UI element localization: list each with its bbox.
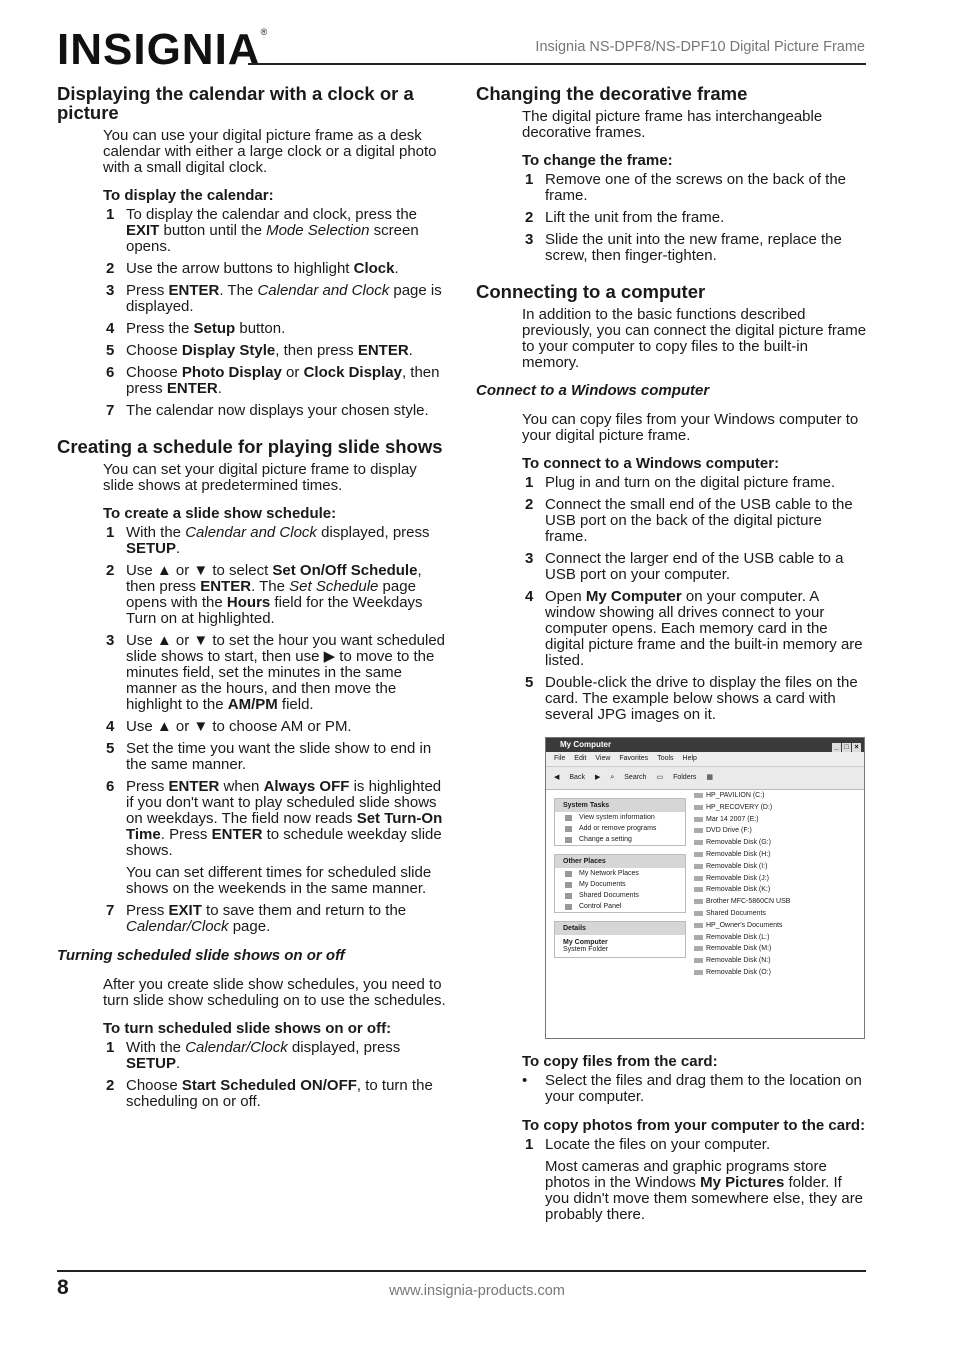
- my-computer-screenshot: [545, 737, 865, 1039]
- drive-item: HP_PAVILION (C:): [694, 790, 790, 802]
- drive-item: DVD Drive (F:): [694, 825, 790, 837]
- left-column: [57, 84, 451, 1116]
- menu-item: Favorites: [619, 755, 649, 762]
- section-heading-calendar: Displaying the calendar with a clock or a picture: [57, 83, 414, 123]
- drive-item: HP_Owner's Documents: [694, 920, 790, 932]
- toolbar: [546, 767, 864, 790]
- details-name: My Computer: [563, 939, 608, 946]
- panel-item: View system information: [555, 812, 685, 823]
- step: 4 Open My Computer on your computer. A window showing all drives connect to your computer opens. Each memory card in the digital picture frame and the built-in memory are listed.: [525, 588, 863, 669]
- step: 5 Double-click the drive to display the files on the card. The example below shows a card with several JPG images on it.: [525, 674, 858, 723]
- drive-item: Removable Disk (L:): [694, 932, 790, 944]
- drive-item: Shared Documents: [694, 908, 790, 920]
- step: 2 Use ▲ or ▼ to select Set On/Off Schedule, then press ENTER. The Set Schedule page opens with the Hours field for the Weekdays Turn on at highlighted.: [106, 562, 423, 627]
- turning-intro: After you create slide show schedules, you need to turn slide show scheduling on to use the schedules.: [103, 976, 446, 1009]
- step: 1 With the Calendar and Clock displayed, press SETUP.: [106, 524, 430, 557]
- footer-url: www.insignia-products.com: [389, 1283, 565, 1299]
- calendar-steps: [103, 207, 451, 419]
- step: 7 The calendar now displays your chosen style.: [106, 402, 429, 419]
- panel-item: Shared Documents: [555, 890, 685, 901]
- back-icon: ◀: [554, 774, 560, 781]
- insignia-logo: [57, 25, 269, 74]
- step: 3 Connect the larger end of the USB cable to a USB port on your computer.: [525, 550, 844, 583]
- header-title: Insignia NS-DPF8/NS-DPF10 Digital Picture Frame: [535, 39, 865, 55]
- photos-steps: [522, 1137, 868, 1153]
- search-icon: ⌕: [610, 774, 615, 781]
- drive-item: Removable Disk (N:): [694, 955, 790, 967]
- drive-item: Removable Disk (I:): [694, 861, 790, 873]
- back-label: Back: [569, 774, 585, 781]
- windows-procedure-title: To connect to a Windows computer:: [522, 455, 780, 472]
- schedule-steps: [103, 525, 451, 859]
- step: 1 Locate the files on your computer.: [525, 1136, 771, 1153]
- frame-steps: [522, 172, 868, 264]
- step: 6 Press ENTER when Always OFF is highlighted if you don't want to play scheduled slide shows on weekdays. The field now reads Set Turn-On Time. Press ENTER to schedule weekday slide shows.: [106, 778, 443, 859]
- step: 2 Lift the unit from the frame.: [525, 209, 725, 226]
- forward-icon: ▶: [594, 774, 601, 781]
- menu-item: Edit: [574, 755, 587, 762]
- folder-icon: ▭: [656, 774, 664, 781]
- step: 1 To display the calendar and clock, press the EXIT button until the Mode Selection screen opens.: [106, 206, 419, 255]
- windows-steps: [522, 475, 868, 723]
- drive-item: Removable Disk (J:): [694, 873, 790, 885]
- copy-procedure-title: To copy files from the card:: [522, 1053, 718, 1070]
- panel-title: System Tasks: [555, 799, 685, 812]
- drive-item: Removable Disk (G:): [694, 837, 790, 849]
- panel-title: Details: [555, 922, 685, 935]
- section-heading-computer: Connecting to a computer: [476, 281, 706, 302]
- footer-rule: [57, 1270, 866, 1272]
- step: 6 Choose Photo Display or Clock Display, then press ENTER.: [106, 364, 440, 397]
- step: 5 Choose Display Style, then press ENTER.: [106, 342, 413, 359]
- page-number: 8: [57, 1276, 69, 1299]
- step: 2 Connect the small end of the USB cable to the USB port on the back of the digital picture frame.: [525, 496, 853, 545]
- turning-procedure-title: To turn scheduled slide shows on or off:: [103, 1020, 392, 1037]
- panel-item: My Network Places: [555, 868, 685, 879]
- step: 1 Plug in and turn on the digital picture frame.: [525, 474, 836, 491]
- step: 7 Press EXIT to save them and return to the Calendar/Clock page.: [106, 902, 407, 935]
- system-tasks-panel: [554, 798, 686, 846]
- step: 4 Use ▲ or ▼ to choose AM or PM.: [106, 718, 352, 735]
- step: 4 Press the Setup button.: [106, 320, 286, 337]
- step: 1 With the Calendar/Clock displayed, press SETUP.: [106, 1039, 401, 1072]
- drive-item: Removable Disk (O:): [694, 967, 790, 979]
- registered-mark: ®: [260, 27, 269, 37]
- drive-item: HP_RECOVERY (D:): [694, 802, 790, 814]
- step: 3 Use ▲ or ▼ to set the hour you want scheduled slide shows to start, then use ▶ to move to the minutes field, set the minutes in the same manner as the hours, and then move the highlight to the AM/PM field.: [106, 632, 446, 713]
- step: 2 Choose Start Scheduled ON/OFF, to turn the scheduling on or off.: [106, 1077, 433, 1110]
- task-pane: [554, 798, 686, 966]
- panel-item: Change a setting: [555, 834, 685, 845]
- menu-item: View: [595, 755, 611, 762]
- turning-steps: [103, 1040, 451, 1110]
- menu-item: Help: [682, 755, 697, 762]
- close-icon: ×: [852, 743, 861, 752]
- drive-item: Removable Disk (H:): [694, 849, 790, 861]
- computer-intro: In addition to the basic functions described previously, you can connect the digital picture frame to your computer to copy files to the built-in memory.: [522, 306, 867, 371]
- folders-label: Folders: [673, 774, 697, 781]
- menu-item: File: [554, 755, 566, 762]
- views-icon: ▦: [706, 774, 714, 781]
- menu-bar: [546, 752, 864, 767]
- other-places-panel: [554, 854, 686, 913]
- step: 1 Remove one of the screws on the back of the frame.: [525, 171, 847, 204]
- calendar-intro: You can use your digital picture frame as a desk calendar with either a large clock or a digital photo with a small digital clock.: [103, 127, 437, 176]
- windows-intro: You can copy files from your Windows computer to your digital picture frame.: [522, 411, 859, 444]
- subheading-turning: Turning scheduled slide shows on or off: [57, 947, 345, 964]
- section-heading-frame: Changing the decorative frame: [476, 83, 748, 104]
- bullet-item: • Select the files and drag them to the location on your computer.: [522, 1072, 862, 1105]
- step-note: Most cameras and graphic programs store photos in the Windows My Pictures folder. If you didn't move them somewhere else, they are probably there.: [545, 1158, 864, 1223]
- right-column: [476, 84, 868, 1229]
- frame-procedure-title: To change the frame:: [522, 152, 673, 169]
- step: 3 Slide the unit into the new frame, replace the screw, then finger-tighten.: [525, 231, 842, 264]
- step: 2 Use the arrow buttons to highlight Clock.: [106, 260, 399, 277]
- step-note: You can set different times for scheduled slide shows on the weekends in the same manner.: [126, 864, 432, 897]
- logo-text: INSIGNIA: [57, 25, 261, 74]
- drive-item: Brother MFC-5860CN USB: [694, 896, 790, 908]
- drive-item: Mar 14 2007 (E:): [694, 814, 790, 826]
- step: 3 Press ENTER. The Calendar and Clock page is displayed.: [106, 282, 442, 315]
- drive-item: Removable Disk (M:): [694, 943, 790, 955]
- subheading-windows: Connect to a Windows computer: [476, 382, 710, 399]
- panel-item: Add or remove programs: [555, 823, 685, 834]
- schedule-steps-cont: [103, 903, 451, 935]
- panel-item: My Documents: [555, 879, 685, 890]
- minimize-icon: _: [832, 743, 841, 752]
- details-type: System Folder: [563, 946, 609, 953]
- schedule-procedure-title: To create a slide show schedule:: [103, 505, 337, 522]
- schedule-intro: You can set your digital picture frame to display slide shows at predetermined times.: [103, 461, 417, 494]
- drive-list: [694, 790, 790, 979]
- photos-procedure-title: To copy photos from your computer to the card:: [522, 1117, 866, 1134]
- bullet-icon: •: [522, 1072, 528, 1089]
- maximize-icon: □: [842, 743, 851, 752]
- panel-title: Other Places: [555, 855, 685, 868]
- search-label: Search: [624, 774, 647, 781]
- header-rule: [248, 63, 866, 65]
- window-title-bar: My Computer _ □ ×: [546, 738, 864, 752]
- drive-item: Removable Disk (K:): [694, 884, 790, 896]
- frame-intro: The digital picture frame has interchangeable decorative frames.: [522, 108, 823, 141]
- step: 5 Set the time you want the slide show to end in the same manner.: [106, 740, 432, 773]
- details-panel: [554, 921, 686, 958]
- menu-item: Tools: [657, 755, 674, 762]
- calendar-procedure-title: To display the calendar:: [103, 187, 274, 204]
- section-heading-schedule: Creating a schedule for playing slide shows: [57, 436, 443, 457]
- panel-item: Control Panel: [555, 901, 685, 912]
